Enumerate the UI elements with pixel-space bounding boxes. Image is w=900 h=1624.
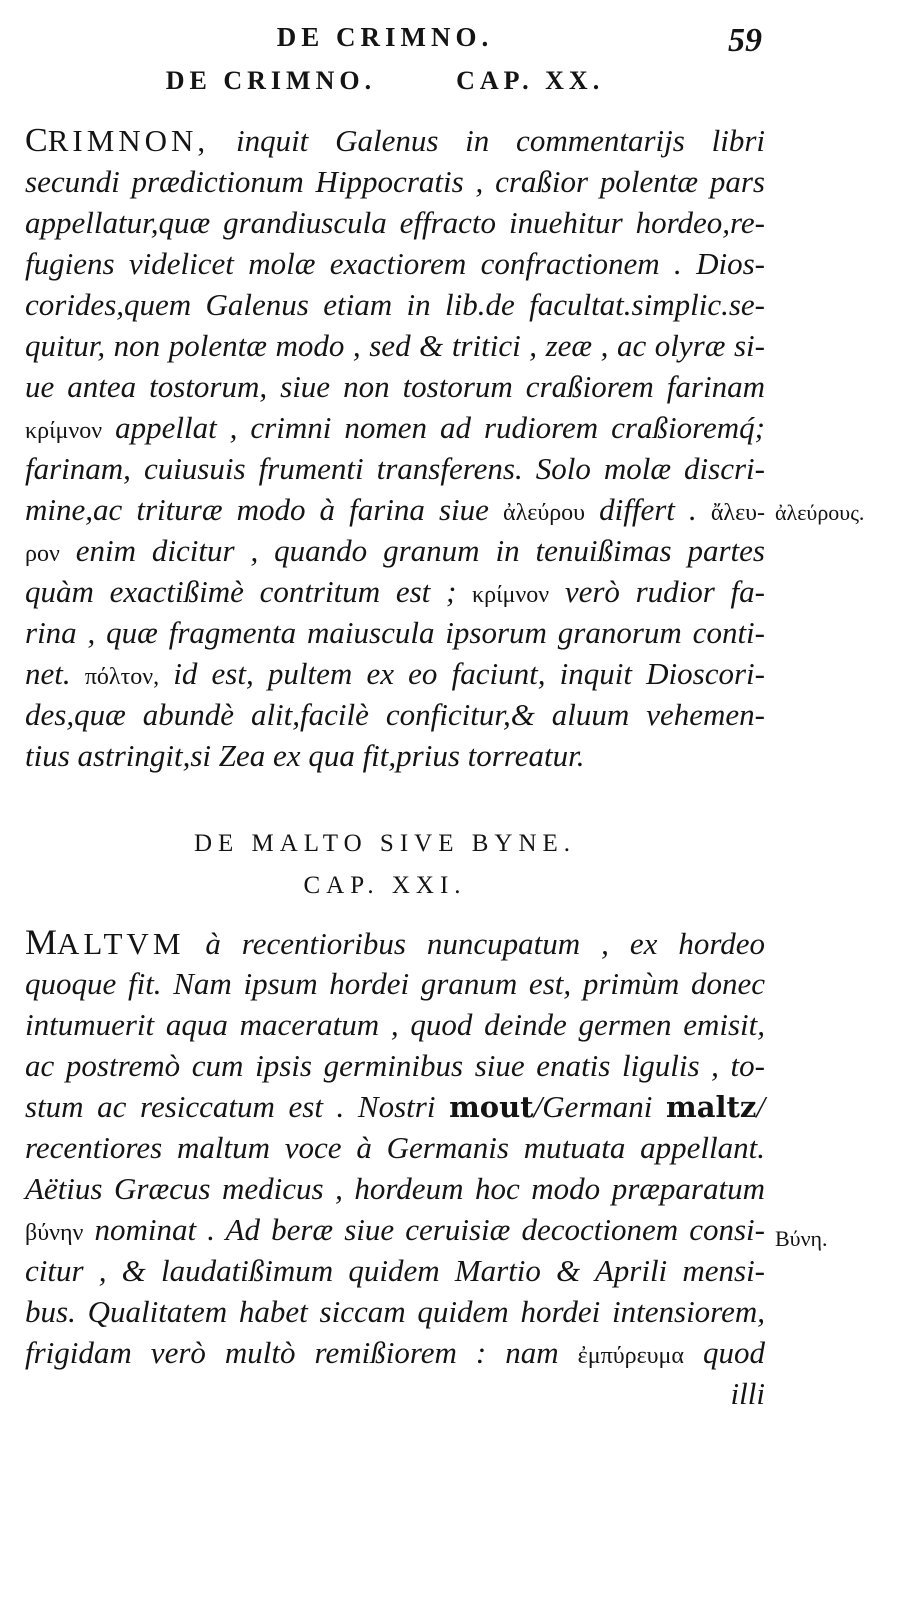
text-span: inquit Galenus in commentarijs libri	[209, 123, 765, 158]
chapter-20-heading	[0, 66, 770, 96]
blackletter-word: mout	[449, 1090, 534, 1124]
greek-word: κρίμνον	[472, 582, 550, 608]
greek-word: ρον	[25, 541, 60, 567]
text-span: appellat , crimni nomen ad rudiorem craßioremq́;	[115, 410, 765, 445]
greek-word: ἀλεύρου	[503, 500, 586, 526]
text-span: differt .	[585, 492, 697, 527]
text-span: nominat . Ad beræ siue ceruisiæ decoctionem consi-	[83, 1212, 765, 1247]
text-line: Aëtius Græcus medicus , hordeum hoc modo præparatum	[25, 1171, 765, 1206]
text-line	[25, 530, 765, 571]
greek-word: βύνην	[25, 1220, 84, 1246]
margin-note-byne: Βύνη.	[775, 1226, 828, 1251]
text-span: frigidam verò multò remißiorem : nam	[25, 1335, 559, 1370]
text-span: id est, pultem ex eo faciunt, inquit Dioscori-	[159, 656, 765, 691]
text-line: rina , quæ fragmenta maiuscula ipsorum granorum conti-	[25, 615, 765, 650]
text-line: farinam, cuiusuis frumenti transferens. Solo molæ discri-	[25, 451, 765, 486]
text-span: /Germani	[533, 1089, 653, 1124]
paragraph-crimnon	[25, 120, 765, 776]
text-line: intumuerit aqua maceratum , quod deinde germen emisit,	[25, 1007, 765, 1042]
text-line: recentiores maltum voce à Germanis mutuata appellant.	[25, 1130, 765, 1165]
text-line	[25, 571, 765, 612]
text-span: quod	[684, 1335, 766, 1370]
text-span: enim dicitur , quando granum in tenuißimas partes	[75, 533, 765, 568]
text-line	[25, 653, 765, 694]
drop-cap: C	[25, 122, 48, 159]
text-span: /	[756, 1089, 765, 1124]
text-line: ue antea tostorum, siue non tostorum craßiorem farinam	[25, 369, 765, 404]
blackletter-word: maltz	[666, 1090, 757, 1124]
text-line	[25, 120, 765, 161]
text-line: quoque fit. Nam ipsum hordei granum est, primùm donec	[25, 966, 765, 1001]
text-line: bus. Qualitatem habet siccam quidem hordei intensiorem,	[25, 1294, 765, 1329]
text-line: secundi prædictionum Hippocratis , craßior polentæ pars	[25, 164, 765, 199]
text-span: stum ac resiccatum est . Nostri	[25, 1089, 436, 1124]
text-line: quitur, non polentæ modo , sed & tritici , zeæ , ac olyræ si-	[25, 328, 765, 363]
running-head: DE CRIMNO.	[276, 22, 494, 52]
text-line	[25, 489, 765, 530]
small-caps-word: RIMNON,	[47, 123, 210, 158]
text-line	[25, 1086, 765, 1127]
greek-word: ἐμπύρευμα	[577, 1343, 684, 1369]
text-line	[25, 407, 765, 448]
text-line: ac postremò cum ipsis germinibus siue enatis ligulis , to-	[25, 1048, 765, 1083]
greek-word: πόλτον,	[84, 664, 160, 690]
text-line: appellatur,quæ grandiuscula effracto inuehitur hordeo,re-	[25, 205, 765, 240]
text-line	[25, 922, 765, 963]
chapter-20-cap: CAP. XX.	[456, 66, 605, 95]
catchword: illi	[730, 1376, 765, 1411]
greek-word: ἄλευ-	[710, 500, 766, 526]
text-line: citur , & laudatißimum quidem Martio & Aprili mensi-	[25, 1253, 765, 1288]
text-line: fugiens videlicet molæ exactiorem confractionem . Dios-	[25, 246, 765, 281]
text-span: quàm exactißimè contritum est ;	[25, 574, 472, 609]
text-line: corides,quem Galenus etiam in lib.de facultat.simplic.se-	[25, 287, 765, 322]
page-number: 59	[728, 22, 762, 59]
text-line: tius astringit,si Zea ex qua fit,prius torreatur.	[25, 738, 585, 773]
text-span: verò rudior fa-	[549, 574, 765, 609]
drop-cap: M	[25, 922, 58, 962]
text-line	[25, 1209, 765, 1250]
text-span: à recentioribus nuncupatum , ex hordeo	[184, 926, 765, 961]
text-span: net.	[25, 656, 71, 691]
margin-note-aleurous: ἀλεύρους.	[775, 500, 865, 525]
chapter-20-title: DE CRIMNO.	[165, 66, 377, 95]
chapter-21-cap: CAP. XXI.	[303, 872, 467, 899]
paragraph-maltum	[25, 922, 765, 1414]
greek-word: κρίμνον	[25, 418, 103, 444]
text-line: des,quæ abundè alit,facilè conficitur,& aluum vehemen-	[25, 697, 765, 732]
small-caps-word: ALTVM	[57, 926, 185, 961]
text-span: mine,ac trituræ modo à farina siue	[25, 492, 489, 527]
text-line	[25, 1332, 765, 1373]
chapter-21-title: DE MALTO SIVE BYNE.	[193, 830, 577, 857]
